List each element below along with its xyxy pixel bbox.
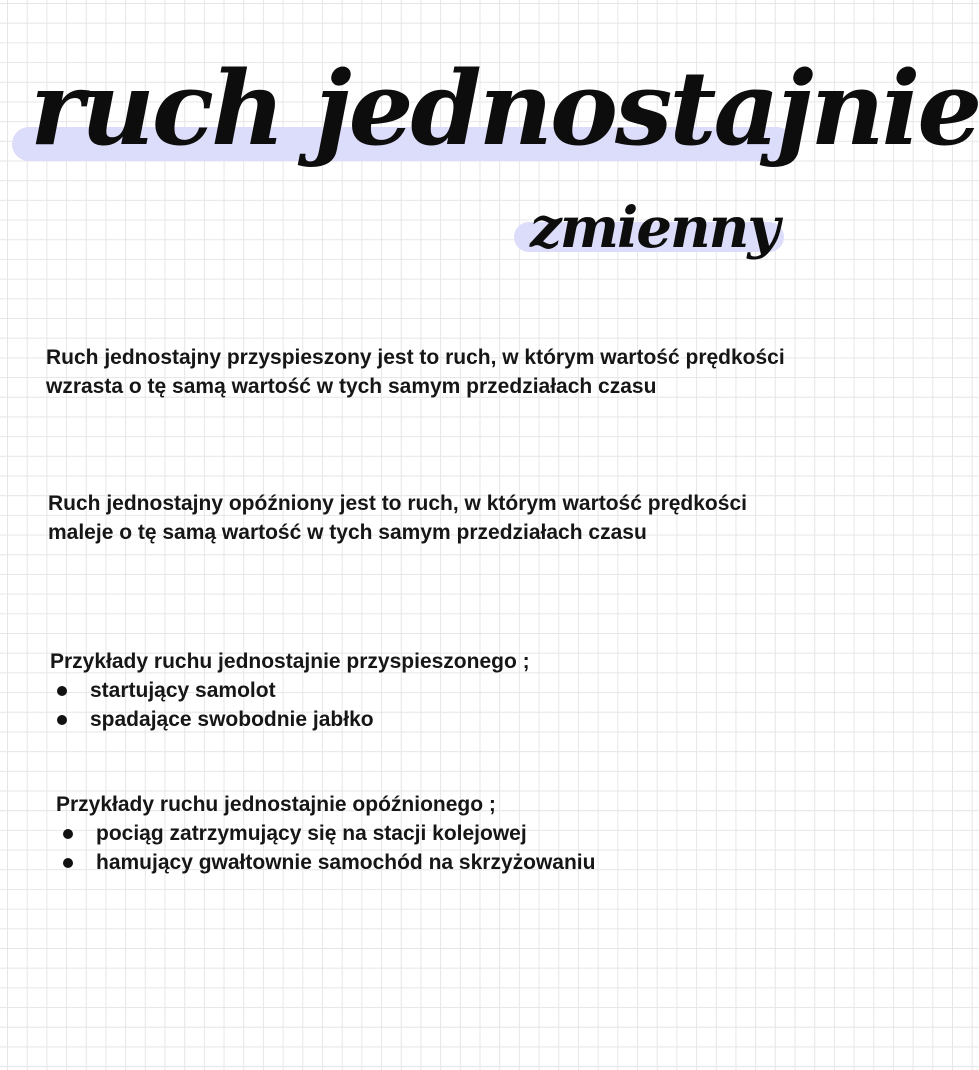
examples-accelerated-section <box>50 647 530 734</box>
examples-decelerated-section <box>56 790 595 877</box>
definition-decelerated: Ruch jednostajny opóźniony jest to ruch, w którym wartość prędkości maleje o tę samą wartość w tych samym przedziałach czasu <box>48 492 747 544</box>
list-item <box>56 848 595 877</box>
bullet-icon <box>57 715 67 725</box>
examples-decelerated-heading: Przykłady ruchu jednostajnie opóźnionego ; <box>56 793 496 816</box>
page-title: ruch jednostajnie <box>30 49 979 169</box>
list-item-text: spadające swobodnie jabłko <box>90 708 374 731</box>
list-item-text: startujący samolot <box>90 679 276 702</box>
definition-accelerated: Ruch jednostajny przyspieszony jest to ruch, w którym wartość prędkości wzrasta o tę samą wartość w tych samym przedziałach czasu <box>46 346 785 398</box>
examples-accelerated-heading: Przykłady ruchu jednostajnie przyspieszonego ; <box>50 650 530 673</box>
list-item-text: hamujący gwałtownie samochód na skrzyżowaniu <box>96 851 596 874</box>
bullet-icon <box>63 829 73 839</box>
bullet-icon <box>63 858 73 868</box>
examples-accelerated-list <box>50 676 530 734</box>
list-item <box>56 819 595 848</box>
page-subtitle: zmienny <box>530 195 778 261</box>
list-item <box>50 676 530 705</box>
examples-decelerated-list <box>56 819 595 877</box>
list-item <box>50 705 530 734</box>
bullet-icon <box>57 686 67 696</box>
list-item-text: pociąg zatrzymujący się na stacji kolejowej <box>96 822 527 845</box>
